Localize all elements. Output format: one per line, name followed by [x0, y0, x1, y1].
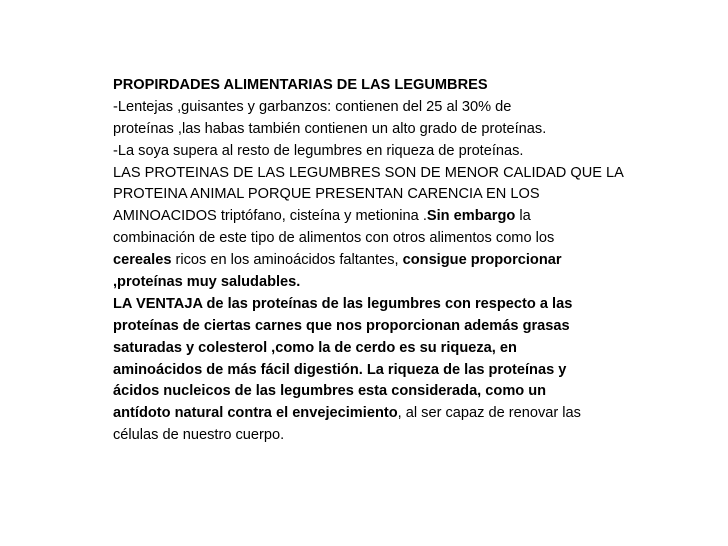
text-segment: LAS PROTEINAS DE LAS LEGUMBRES SON DE MENOR CALIDAD QUE LA — [113, 164, 624, 181]
body-line — [113, 184, 633, 206]
body-line — [113, 228, 633, 250]
bold-text-segment: cereales — [113, 252, 172, 269]
body-line — [113, 206, 633, 228]
bold-text-segment: aminoácidos de más fácil digestión. La riqueza de las proteínas y — [113, 361, 567, 378]
slide-text-block — [113, 75, 633, 447]
body-line — [113, 294, 633, 316]
text-segment: -La soya supera al resto de legumbres en riqueza de proteínas. — [113, 142, 524, 159]
body-line — [113, 403, 633, 425]
body-line — [113, 381, 633, 403]
body-line — [113, 97, 633, 119]
text-segment: PROTEINA ANIMAL PORQUE PRESENTAN CARENCIA EN LOS — [113, 186, 540, 203]
body-line — [113, 272, 633, 294]
text-segment: ricos en los aminoácidos faltantes, — [171, 252, 403, 269]
text-segment: AMINOACIDOS triptófano, cisteína y metionina . — [113, 208, 427, 225]
body-line — [113, 250, 633, 272]
body-line — [113, 425, 633, 447]
bold-text-segment: ácidos nucleicos de las legumbres esta considerada, como un — [113, 383, 547, 400]
text-segment: , al ser capaz de renovar las — [397, 405, 581, 422]
bold-text-segment: LA VENTAJA de las proteínas de las legumbres con respecto a las — [113, 295, 573, 312]
bold-text-segment: consigue proporcionar — [402, 252, 562, 269]
text-segment: la — [515, 208, 531, 225]
bold-text-segment: proteínas de ciertas carnes que nos proporcionan además grasas — [113, 317, 570, 334]
body-line — [113, 316, 633, 338]
body-line — [113, 163, 633, 185]
bold-text-segment: saturadas y colesterol ,como la de cerdo es su riqueza, en — [113, 339, 517, 356]
text-segment: -Lentejas ,guisantes y garbanzos: contienen del 25 al 30% de — [113, 98, 512, 115]
bold-text-segment: Sin embargo — [426, 208, 516, 225]
body-line — [113, 338, 633, 360]
slide-title: PROPIRDADES ALIMENTARIAS DE LAS LEGUMBRES — [113, 77, 488, 93]
bold-text-segment: ,proteínas muy saludables. — [113, 274, 301, 291]
text-segment: células de nuestro cuerpo. — [113, 427, 285, 444]
bold-text-segment: antídoto natural contra el envejecimiento — [113, 405, 398, 422]
body-line — [113, 119, 633, 141]
body-lines — [113, 97, 633, 447]
text-segment: proteínas ,las habas también contienen un alto grado de proteínas. — [113, 120, 547, 137]
text-segment: combinación de este tipo de alimentos con otros alimentos como los — [113, 230, 555, 247]
body-line — [113, 360, 633, 382]
body-line — [113, 141, 633, 163]
